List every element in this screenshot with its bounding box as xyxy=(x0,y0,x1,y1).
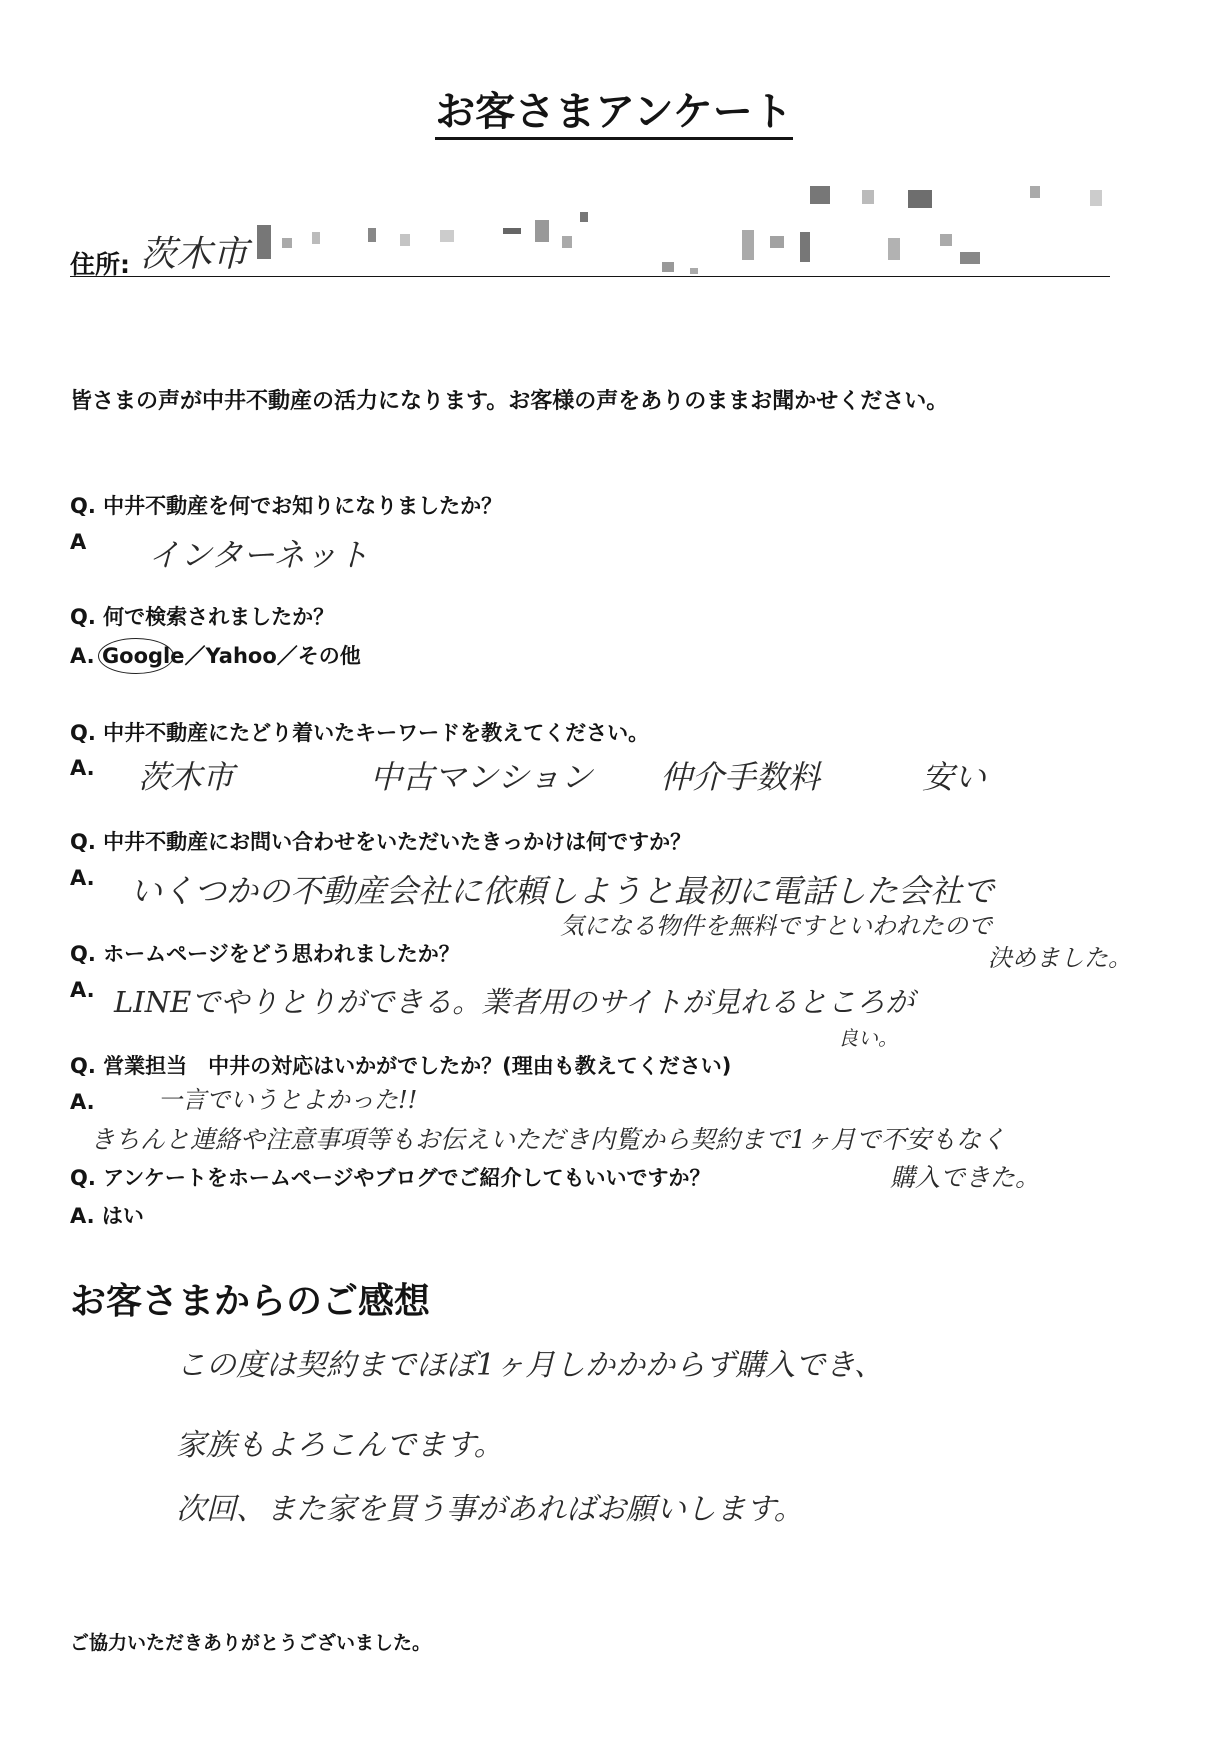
question-7: Q. アンケートをホームページやブログでご紹介してもいいですか？ xyxy=(70,1166,711,1190)
page-title: お客さまアンケート xyxy=(0,80,1228,137)
option-separator: ／ xyxy=(184,644,206,668)
option-google: Google xyxy=(101,644,185,668)
answer-1: インターネット xyxy=(148,536,370,574)
question-1: Q. 中井不動産を何でお知りになりましたか？ xyxy=(70,494,503,518)
address-label: 住所: xyxy=(70,250,130,279)
keyword-3: 仲介手数料 xyxy=(660,758,821,796)
answer-3-prefix: A. xyxy=(70,756,95,780)
question-5: Q. ホームページをどう思われましたか？ xyxy=(70,942,460,966)
keyword-4: 安い xyxy=(922,758,987,796)
answer-5-prefix: A. xyxy=(70,978,95,1002)
comment-line-2: 家族もよろこんでます。 xyxy=(176,1428,504,1463)
answer-7: A. はい xyxy=(70,1204,144,1228)
keyword-1: 茨木市 xyxy=(138,758,235,796)
answer-1-prefix: A xyxy=(70,530,87,554)
address-value: 茨木市 xyxy=(140,234,249,275)
question-3: Q. 中井不動産にたどり着いたキーワードを教えてください。 xyxy=(70,721,650,745)
question-4: Q. 中井不動産にお問い合わせをいただいたきっかけは何ですか？ xyxy=(70,830,692,854)
address-underline xyxy=(70,276,1110,277)
closing-text: ご協力いただきありがとうございました。 xyxy=(70,1632,432,1654)
comment-line-1: この度は契約までほぼ1ヶ月しかかからず購入でき、 xyxy=(176,1348,884,1383)
comments-heading: お客さまからのご感想 xyxy=(70,1281,431,1322)
answer-6-line-3: 購入できた。 xyxy=(890,1163,1041,1192)
answer-5-line-1: LINEでやりとりができる。業者用のサイトが見れるところが xyxy=(114,985,915,1019)
question-2: Q. 何で検索されましたか？ xyxy=(70,605,335,629)
answer-2-prefix: A. xyxy=(70,644,95,668)
option-separator: ／ xyxy=(276,644,298,668)
answer-4-prefix: A. xyxy=(70,866,95,890)
answer-4-line-1: いくつかの不動産会社に依頼しようと最初に電話した会社で xyxy=(130,872,995,910)
answer-6-line-1: 一言でいうとよかった!! xyxy=(158,1086,418,1114)
option-yahoo: Yahoo xyxy=(205,644,277,668)
comment-line-3: 次回、また家を買う事があればお願いします。 xyxy=(176,1492,804,1527)
option-other: その他 xyxy=(297,644,361,668)
answer-6-prefix: A. xyxy=(70,1090,95,1114)
answer-4-line-2: 気になる物件を無料ですといわれたので xyxy=(560,912,992,940)
answer-4-line-3: 決めました。 xyxy=(988,944,1132,972)
answer-6-line-2: きちんと連絡や注意事項等もお伝えいただき内覧から契約まで1ヶ月で不安もなく xyxy=(90,1125,1006,1154)
answer-5-line-2: 良い。 xyxy=(838,1026,898,1050)
keyword-2: 中古マンション xyxy=(370,758,593,796)
selection-circle xyxy=(98,638,174,674)
question-6: Q. 営業担当 中井の対応はいかがでしたか？(理由も教えてください) xyxy=(70,1054,732,1078)
intro-text: 皆さまの声が中井不動産の活力になります。お客様の声をありのままお聞かせください。 xyxy=(70,389,949,414)
